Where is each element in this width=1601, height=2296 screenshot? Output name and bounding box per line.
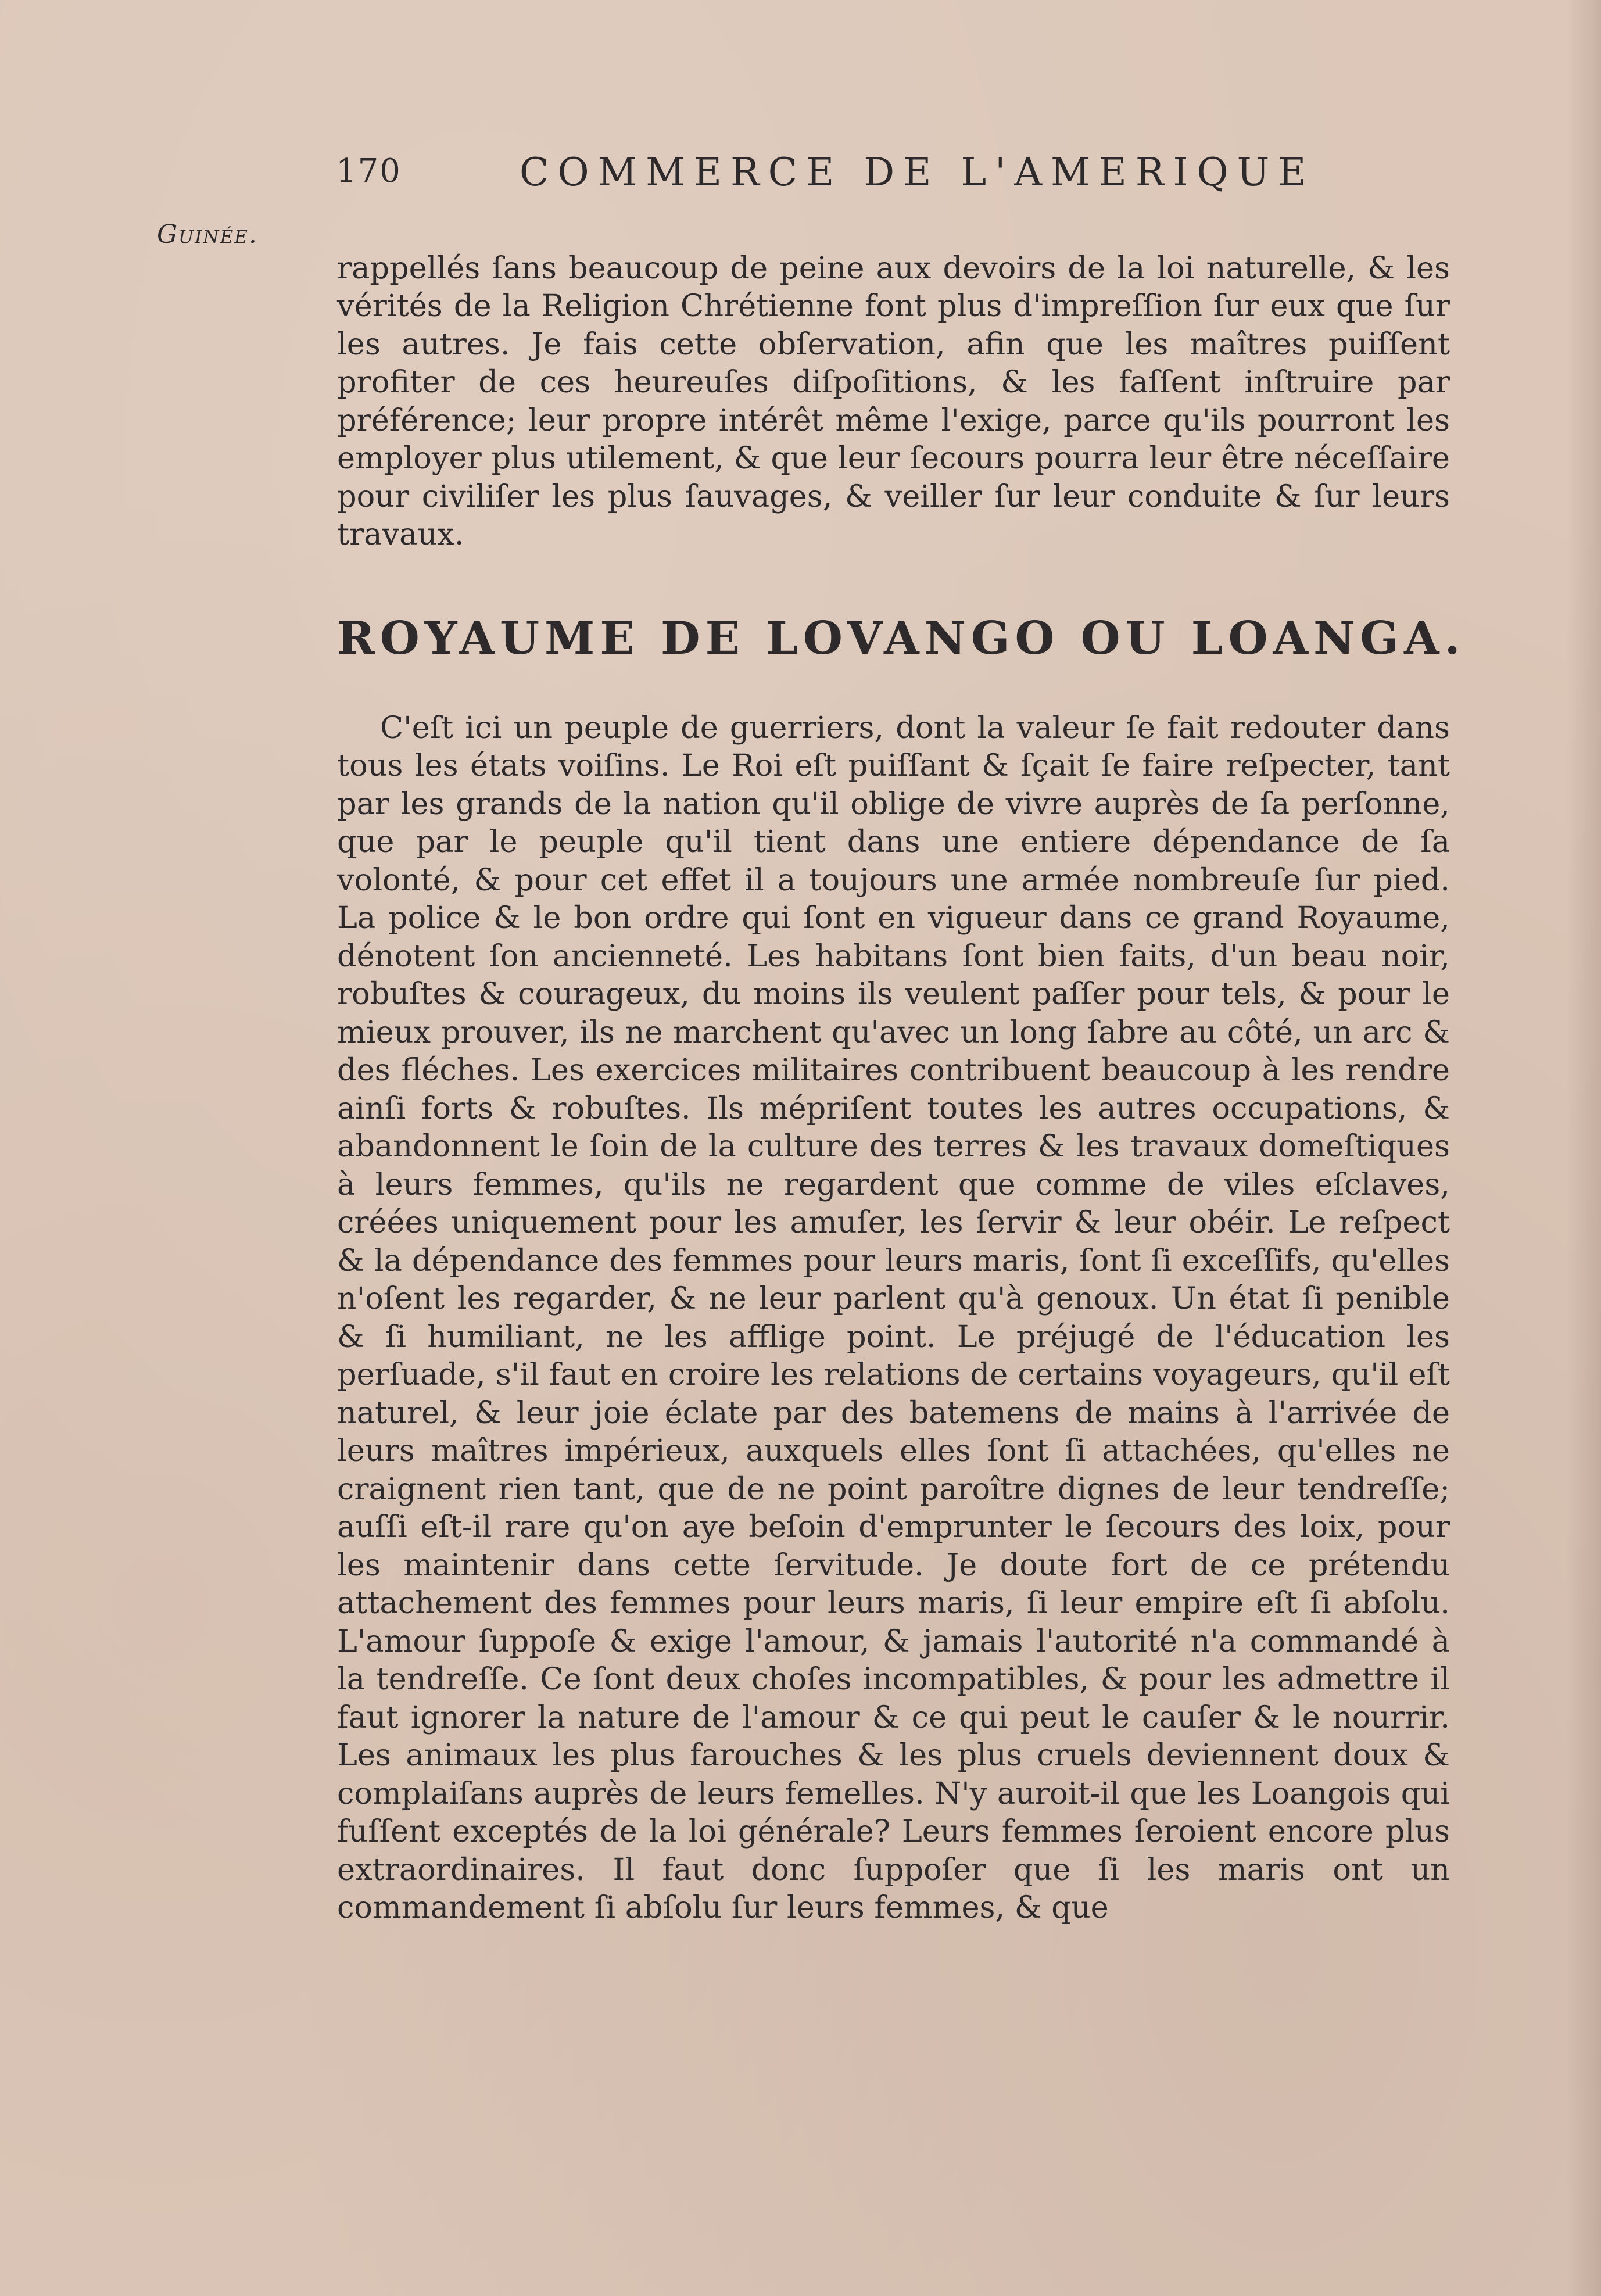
margin-note-region: Guinée. xyxy=(157,220,258,249)
running-title: COMMERCE DE L'AMERIQUE xyxy=(520,150,1315,195)
page-number: 170 xyxy=(336,152,402,190)
page-edge-shadow xyxy=(1566,0,1601,2296)
main-paragraph: C'eſt ici un peuple de guerriers, dont la valeur ſe fait redouter dans tous les états voiſins. Le Roi eſt puiſſant & ſçait ſe faire reſpecter, tant par les grands de la nation qu'il oblige de vivre auprès de ſa perſonne, que par le peuple qu'il tient dans une entiere dépendance de ſa volonté, & pour cet effet il a toujours une armée nombreuſe ſur pied. La police & le bon ordre qui ſont en vigueur dans ce grand Royaume, dénotent ſon ancienneté. Les habitans ſont bien faits, d'un beau noir, robuſtes & courageux, du moins ils veulent paſſer pour tels, & pour le mieux prouver, ils ne marchent qu'avec un long ſabre au côté, un arc & des fléches. Les exercices militaires contribuent beaucoup à les rendre ainſi forts & robuſtes. Ils mépriſent toutes les autres occupations, & abandonnent le ſoin de la culture des terres & les travaux domeſtiques à leurs femmes, qu'ils ne regardent que comme de viles eſclaves, créées uniquement pour les amuſer, les ſervir & leur obéir. Le reſpect & la dépendance des femmes pour leurs maris, ſont ſi exceſſifs, qu'elles n'oſent les regarder, & ne leur parlent qu'à genoux. Un état ſi penible & ſi humiliant, ne les afflige point. Le préjugé de l'éducation les perſuade, s'il faut en croire les relations de certains voyageurs, qu'il eſt naturel, & leur joie éclate par des batemens de mains à l'arrivée de leurs maîtres impérieux, auxquels elles ſont ſi attachées, qu'elles ne craignent rien tant, que de ne point paroître dignes de leur tendreſſe; auſſi eſt-il rare qu'on aye beſoin d'emprunter le ſecours des loix, pour les maintenir dans cette ſervitude. Je doute fort de ce prétendu attachement des femmes pour leurs maris, ſi leur empire eſt ſi abſolu. L'amour ſuppoſe & exige l'amour, & jamais l'autorité n'a commandé à la tendreſſe. Ce ſont deux choſes incompatibles, & pour les admettre il faut ignorer la nature de l'amour & ce qui peut le cauſer & le nourrir. Les animaux les plus farouches & les plus cruels deviennent doux & complaiſans auprès de leurs femelles. N'y auroit-il que les Loangois qui fuſſent exceptés de la loi générale? Leurs femmes ſeroient encore plus extraordinaires. Il faut donc ſuppoſer que ſi les maris ont un commandement ſi abſolu ſur leurs femmes, & que xyxy=(337,710,1450,1925)
continuation-paragraph: rappellés ſans beaucoup de peine aux devoirs de la loi naturelle, & les vérités de la Religion Chrétienne font plus d'impreſſion ſur eux que ſur les autres. Je fais cette obſervation, afin que les maîtres puiſſent profiter de ces heureuſes diſpoſitions, & les faſſent inſtruire par préférence; leur propre intérêt même l'exige, parce qu'ils pourront les employer plus utilement, & que leur ſecours pourra leur être néceſſaire pour civiliſer les plus ſauvages, & veiller ſur leur conduite & ſur leurs travaux. xyxy=(337,250,1450,552)
section-title: ROYAUME DE LOVANGO OU LOANGA. xyxy=(337,611,1466,665)
running-head xyxy=(336,150,1315,205)
